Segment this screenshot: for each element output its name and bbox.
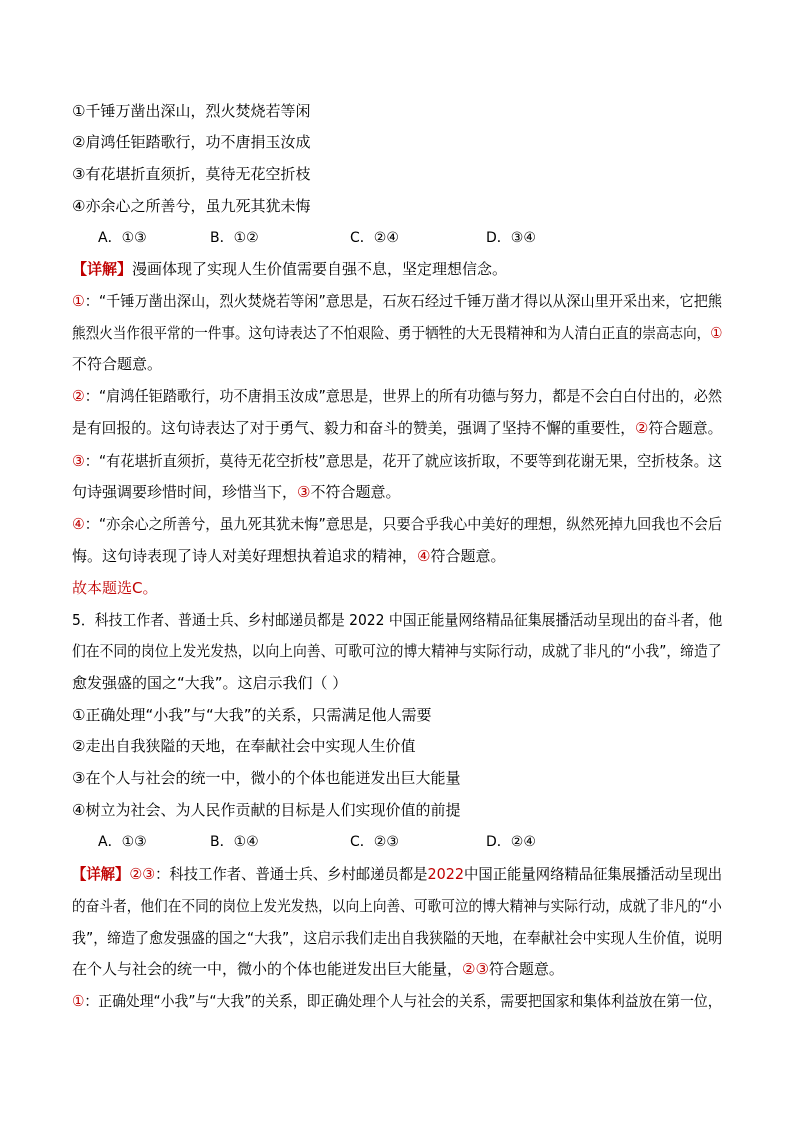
q5-stem-line-3: 愈发强盛的国之“大我”。这启示我们（ ） [72, 674, 348, 692]
q4-item-4: ④亦余心之所善兮，虽九死其犹未悔 [72, 197, 311, 215]
q4-option-b: B．①② [210, 230, 259, 246]
q5-item-1: ①正确处理“小我”与“大我”的关系，只需满足他人需要 [72, 706, 432, 724]
detail-tag: 【详解】 [72, 865, 130, 883]
q5-detail-line-2: 的奋斗者，他们在不同的岗位上发光发热，以向上向善、可歌可泣的博大精神与实际行动，成就了非凡的“小 [72, 897, 722, 915]
q4-item-3: ③有花堪折直须折，莫待无花空折枝 [72, 165, 311, 183]
q5-stem-line-1: 5．科技工作者、普通士兵、乡村邮递员都是 2022 中国正能量网络精品征集展播活动呈现出的奋斗者，他 [72, 611, 723, 629]
q4-explain-2-line-1: ②：“肩鸿任钜踏歌行，功不唐捐玉汝成”意思是，世界上的所有功德与努力，都是不会白白付出的，必然 [72, 387, 723, 405]
q5-option-b: B．①④ [210, 834, 259, 850]
q5-explain-1-line-1: ①：正确处理“小我”与“大我”的关系，即正确处理个人与社会的关系，需要把国家和集体利益放在第一位， [72, 992, 722, 1010]
q4-explain-1-line-2: 熊烈火当作很平常的一件事。这句诗表达了不怕艰险、勇于牺牲的大无畏精神和为人清白正直的崇高志向，① [72, 324, 723, 342]
q5-item-3: ③在个人与社会的统一中，微小的个体也能迸发出巨大能量 [72, 769, 461, 787]
q4-explain-3-line-2: 句诗强调要珍惜时间，珍惜当下，③不符合题意。 [72, 483, 401, 501]
q4-explain-1-line-3: 不符合题意。 [72, 355, 163, 373]
q5-detail-line-4: 在个人与社会的统一中，微小的个体也能迸发出巨大能量，②③符合题意。 [72, 960, 564, 978]
detail-tag: 【详解】 [72, 260, 133, 278]
q4-item-2: ②肩鸿任钜踏歌行，功不唐捐玉汝成 [72, 133, 311, 151]
q5-option-d: D．②④ [486, 834, 536, 850]
q4-answer: 故本题选C。 [72, 579, 158, 597]
q5-item-4: ④树立为社会、为人民作贡献的目标是人们实现价值的前提 [72, 801, 461, 819]
q4-explain-3-line-1: ③：“有花堪折直须折，莫待无花空折枝”意思是，花开了就应该折取，不要等到花谢无果，空折枝条。这 [72, 452, 723, 470]
q5-detail-line-1: 【详解】②③：科技工作者、普通士兵、乡村邮递员都是2022中国正能量网络精品征集展播活动呈现出 [72, 865, 723, 883]
q5-item-2: ②走出自我狭隘的天地，在奉献社会中实现人生价值 [72, 737, 416, 755]
q4-item-1: ①千锤万凿出深山，烈火焚烧若等闲 [72, 102, 311, 120]
q4-option-c: C．②④ [350, 230, 399, 246]
q4-explain-4-line-2: 悔。这句诗表现了诗人对美好理想执着追求的精神，④符合题意。 [72, 547, 506, 565]
q4-option-d: D．③④ [486, 230, 536, 246]
q4-detail-intro: 【详解】漫画体现了实现人生价值需要自强不息，坚定理想信念。 [72, 260, 508, 278]
q4-explain-2-line-2: 是有回报的。这句诗表达了对于勇气、毅力和奋斗的赞美，强调了坚持不懈的重要性，②符合题意。 [72, 419, 723, 437]
q5-option-a: A．①③ [98, 834, 147, 850]
q5-detail-line-3: 我”，缔造了愈发强盛的国之“大我”，这启示我们走出自我狭隘的天地，在奉献社会中实现人生价值，说明 [72, 929, 723, 947]
q5-option-c: C．②③ [350, 834, 399, 850]
q4-explain-4-line-1: ④：“亦余心之所善兮，虽九死其犹未悔”意思是，只要合乎我心中美好的理想，纵然死掉九回我也不会后 [72, 515, 723, 533]
q5-stem-line-2: 们在不同的岗位上发光发热，以向上向善、可歌可泣的博大精神与实际行动，成就了非凡的“小我”，缔造了 [72, 642, 722, 660]
q4-option-a: A．①③ [98, 230, 147, 246]
q4-explain-1-line-1: ①：“千锤万凿出深山，烈火焚烧若等闲”意思是，石灰石经过千锤万凿才得以从深山里开采出来，它把熊 [72, 292, 723, 310]
